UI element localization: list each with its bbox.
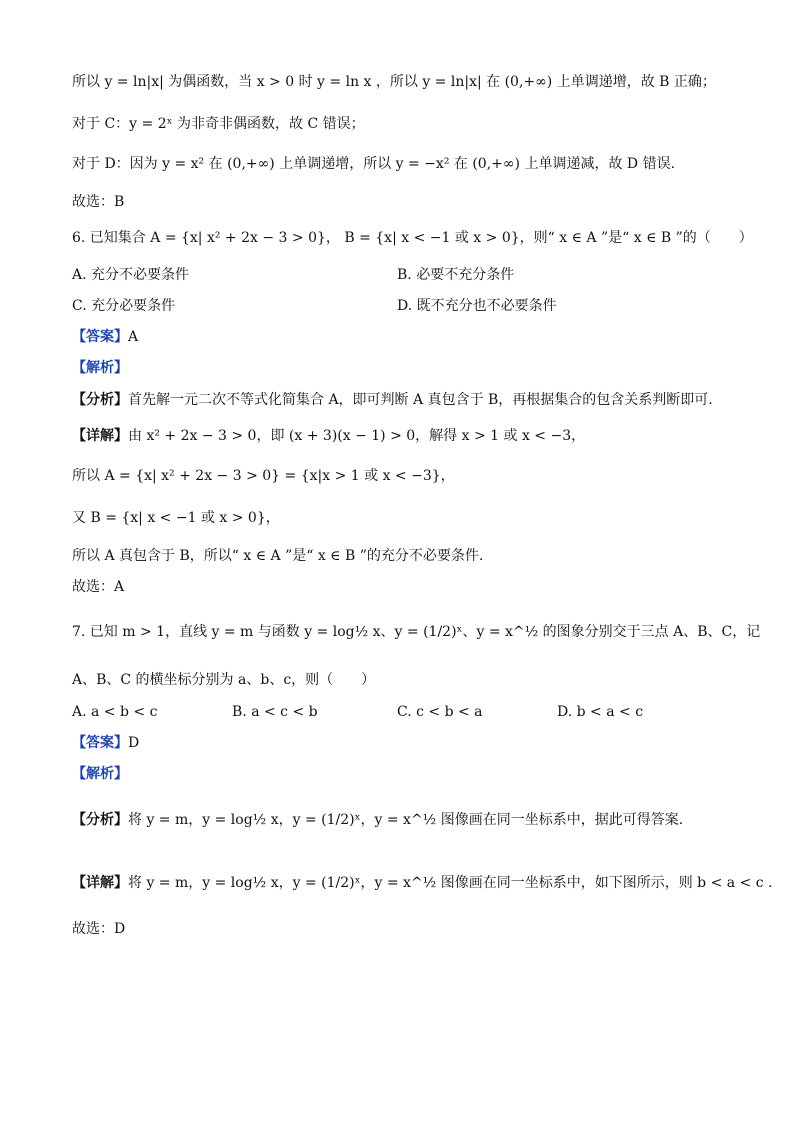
q7-fenxi-line <box>72 810 683 830</box>
q6-solution-line-2: 所以 A = {x| x² + 2x − 3 > 0} = {x|x > 1 或 x < −3}， <box>72 468 455 484</box>
q6-answer-line <box>72 327 138 347</box>
prev-choice-line: 故选：B <box>72 194 125 210</box>
answer-tag: 【答案】 <box>72 735 128 751</box>
q6-option-d: D. 既不充分也不必要条件 <box>397 298 557 314</box>
q7-analysis-tag: 【解析】 <box>72 766 128 782</box>
q6-fenxi: 首先解一元二次不等式化简集合 A，即可判断 A 真包含于 B，再根据集合的包含关系判断即可. <box>128 392 713 408</box>
q7-stem-line-2: A、B、C 的横坐标分别为 a、b、c，则（ ） <box>72 672 376 688</box>
xiangjie-tag: 【详解】 <box>72 875 128 891</box>
q6-stem: 6. 已知集合 A = {x| x² + 2x − 3 > 0}， B = {x| x < −1 或 x > 0}，则“ x ∈ A ”是“ x ∈ B ”的（ ） <box>72 230 753 246</box>
q7-choice-line: 故选：D <box>72 921 126 937</box>
q7-stem-line-1: 7. 已知 m > 1，直线 y = m 与函数 y = log½ x、y = (1/2)ˣ、y = x^½ 的图象分别交于三点 A、B、C，记 <box>72 624 761 640</box>
q7-answer: D <box>128 735 140 751</box>
answer-tag: 【答案】 <box>72 329 128 345</box>
q6-xiangjie: 由 x² + 2x − 3 > 0，即 (x + 3)(x − 1) > 0，解得 x > 1 或 x < −3， <box>128 428 586 444</box>
q7-option-b: B. a < c < b <box>232 704 318 720</box>
q6-option-c: C. 充分必要条件 <box>72 298 176 314</box>
q7-option-c: C. c < b < a <box>397 704 483 720</box>
q7-option-d: D. b < a < c <box>557 704 644 720</box>
q6-xiangjie-line <box>72 426 585 446</box>
q6-analysis-tag: 【解析】 <box>72 360 128 376</box>
q6-solution-line-3: 又 B = {x| x < −1 或 x > 0}， <box>72 510 280 526</box>
q7-option-a: A. a < b < c <box>72 704 158 720</box>
q6-solution-line-4: 所以 A 真包含于 B，所以“ x ∈ A ”是“ x ∈ B ”的充分不必要条件. <box>72 548 484 564</box>
q6-option-b: B. 必要不充分条件 <box>397 267 515 283</box>
xiangjie-tag: 【详解】 <box>72 428 128 444</box>
q7-answer-line <box>72 733 139 753</box>
q7-fenxi: 将 y = m，y = log½ x，y = (1/2)ˣ，y = x^½ 图像画在同一坐标系中，据此可得答案. <box>128 812 684 828</box>
prev-solution-line-1: 所以 y = ln|x| 为偶函数，当 x > 0 时 y = ln x ，所以 y = ln|x| 在 (0,+∞) 上单调递增，故 B 正确； <box>72 74 716 90</box>
prev-solution-line-3: 对于 D：因为 y = x² 在 (0,+∞) 上单调递增，所以 y = −x² 在 (0,+∞) 上单调递减，故 D 错误. <box>72 156 676 172</box>
q6-option-a: A. 充分不必要条件 <box>72 267 190 283</box>
q6-fenxi-line <box>72 390 713 410</box>
prev-solution-line-2: 对于 C：y = 2ˣ 为非奇非偶函数，故 C 错误； <box>72 116 365 132</box>
q6-answer: A <box>128 329 139 345</box>
q6-choice-line: 故选：A <box>72 579 125 595</box>
q7-xiangjie-line <box>72 873 772 893</box>
fenxi-tag: 【分析】 <box>72 812 128 828</box>
fenxi-tag: 【分析】 <box>72 392 128 408</box>
q7-xiangjie: 将 y = m，y = log½ x，y = (1/2)ˣ，y = x^½ 图像画在同一坐标系中，如下图所示，则 b < a < c . <box>128 875 773 891</box>
